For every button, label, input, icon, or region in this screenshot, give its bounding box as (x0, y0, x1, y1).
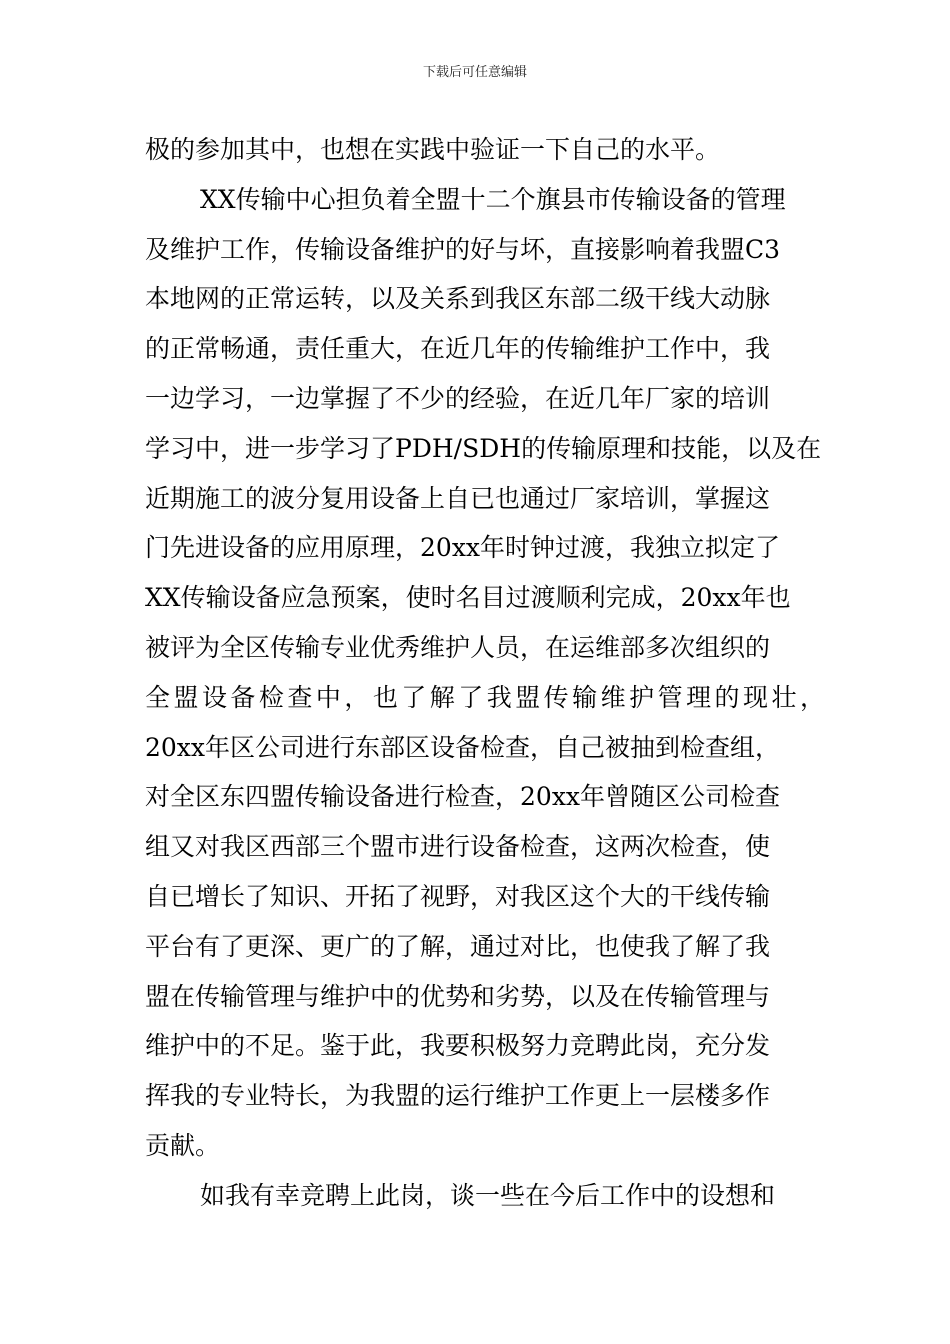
text-line: 学习中，进一步学习了PDH/SDH的传输原理和技能，以及在 (145, 433, 822, 463)
text-line: 组又对我区西部三个盟市进行设备检查，这两次检查，使 (145, 832, 771, 862)
text-line: 的正常畅通，责任重大，在近几年的传输维护工作中，我 (145, 334, 771, 364)
text-line-justified: 全盟设备检查中，也了解了我盟传输维护管理的现壮， (145, 682, 825, 712)
document-body (145, 125, 825, 1221)
text-line: 一边学习，一边掌握了不少的经验，在近几年厂家的培训 (145, 383, 771, 413)
text-line: 近期施工的波分复用设备上自已也通过厂家培训，掌握这 (145, 483, 771, 513)
text-line: 被评为全区传输专业优秀维护人员，在运维部多次组织的 (145, 632, 771, 662)
text-line: XX传输设备应急预案，使时名目过渡顺利完成，20xx年也 (145, 583, 791, 613)
text-line: 自已增长了知识、开拓了视野，对我区这个大的干线传输 (145, 881, 771, 911)
paragraph-start-line: XX传输中心担负着全盟十二个旗县市传输设备的管理 (200, 184, 786, 214)
text-line: 维护中的不足。鉴于此，我要积极努力竞聘此岗，充分发 (145, 1031, 771, 1061)
paragraph-start-line: 如我有幸竞聘上此岗，谈一些在今后工作中的设想和 (200, 1180, 776, 1210)
text-line: 本地网的正常运转，以及关系到我区东部二级干线大动脉 (145, 284, 771, 314)
text-line: 门先进设备的应用原理，20xx年时钟过渡，我独立拟定了 (145, 533, 781, 563)
text-line: 极的参加其中，也想在实践中验证一下自己的水平。 (145, 135, 721, 164)
text-line: 盟在传输管理与维护中的优势和劣势，以及在传输管理与 (145, 981, 771, 1011)
text-line: 及维护工作，传输设备维护的好与坏，直接影响着我盟C3 (145, 234, 781, 264)
text-line: 20xx年区公司进行东部区设备检查，自己被抽到检查组， (145, 732, 781, 762)
text-line: 平台有了更深、更广的了解，通过对比，也使我了解了我 (145, 931, 771, 961)
text-line: 贡献。 (145, 1130, 221, 1160)
text-line: 挥我的专业特长，为我盟的运行维护工作更上一层楼多作 (145, 1081, 771, 1111)
page-header: 下载后可任意编辑 (422, 65, 527, 80)
text-line: 对全区东四盟传输设备进行检查，20xx年曾随区公司检查 (145, 782, 781, 812)
